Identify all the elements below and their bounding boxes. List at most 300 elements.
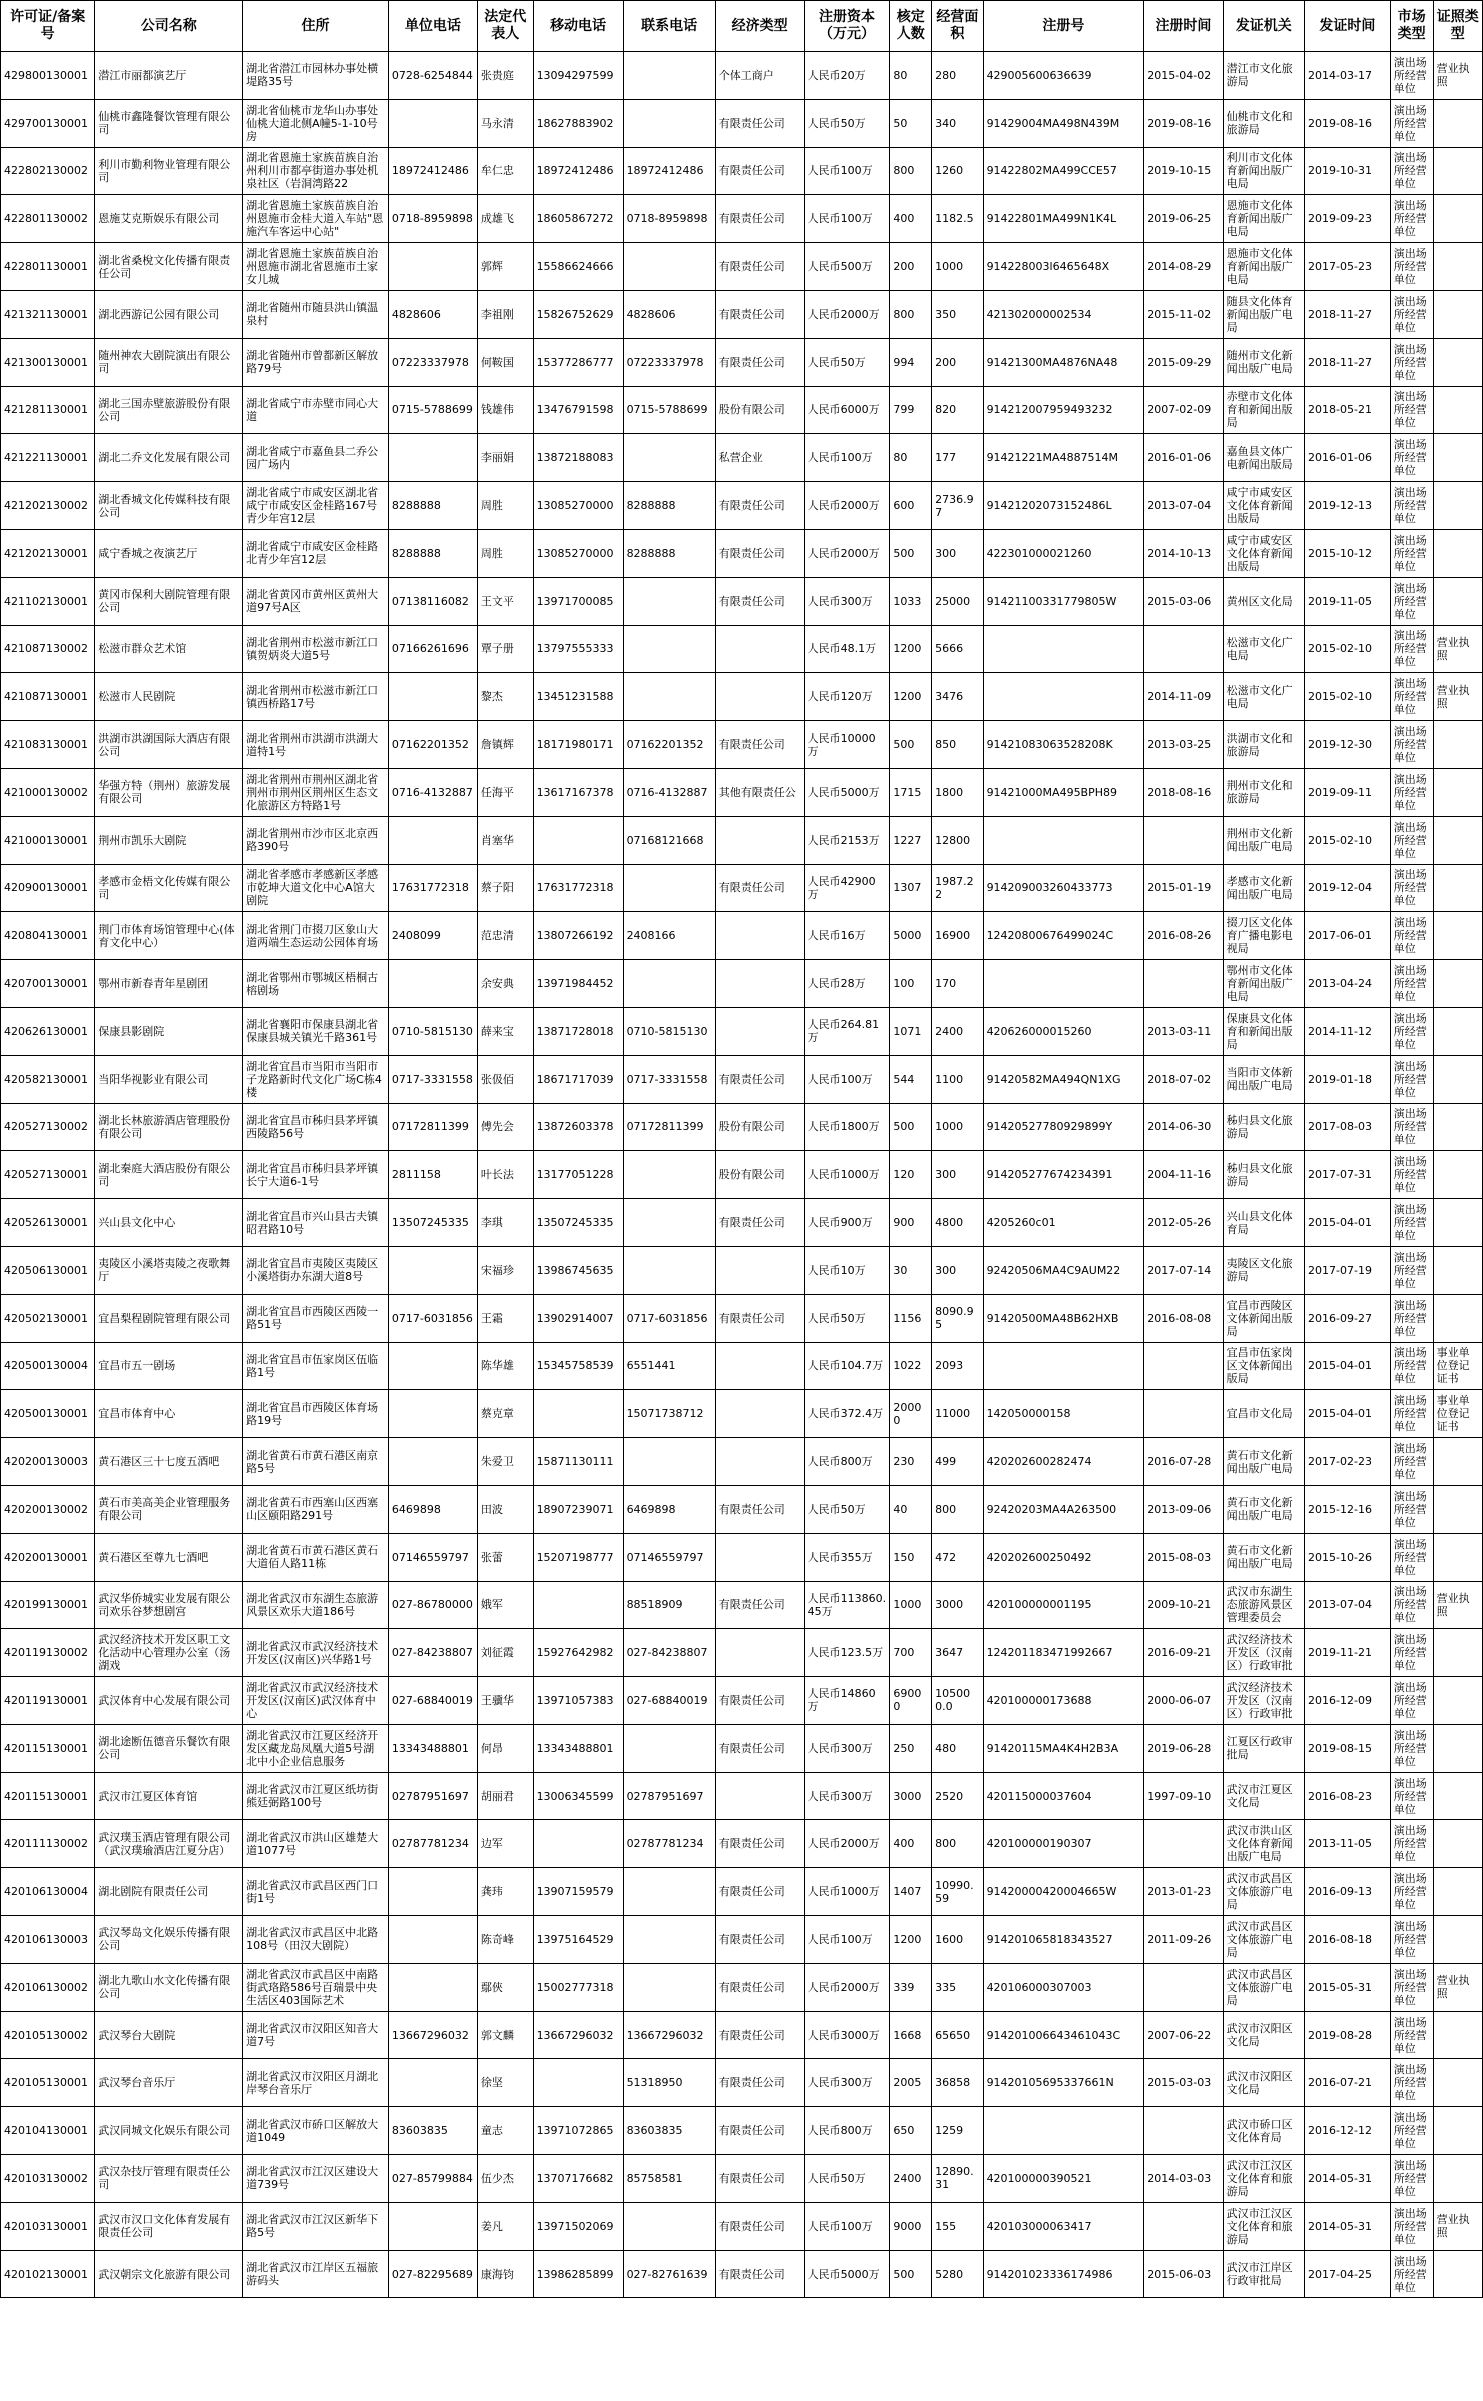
cell-license-type (1433, 1629, 1482, 1677)
cell-address: 湖北省黄石市黄石港区南京路5号 (243, 1438, 389, 1486)
cell-market-type: 演出场所经营单位 (1390, 1055, 1433, 1103)
cell-issuing-authority: 武汉市江岸区行政审批局 (1223, 2250, 1304, 2298)
cell-unit-phone: 0716-4132887 (388, 768, 477, 816)
cell-registration-date (1144, 1390, 1223, 1438)
table-row (1, 721, 1483, 769)
cell-registered-capital: 人民币50万 (804, 1485, 890, 1533)
cell-market-type: 演出场所经营单位 (1390, 1342, 1433, 1390)
table-row (1, 1485, 1483, 1533)
cell-company-name: 武汉市江夏区体育馆 (95, 1772, 243, 1820)
cell-registration-no: 420106000307003 (983, 1963, 1144, 2011)
cell-license-no: 421300130001 (1, 338, 95, 386)
cell-approved-capacity: 1022 (890, 1342, 932, 1390)
cell-license-no: 420526130001 (1, 1199, 95, 1247)
cell-registered-capital: 人民币104.7万 (804, 1342, 890, 1390)
cell-economic-type: 有限责任公司 (715, 1055, 804, 1103)
cell-contact-phone: 0717-3331558 (623, 1055, 715, 1103)
table-row (1, 290, 1483, 338)
cell-registered-capital: 人民币50万 (804, 338, 890, 386)
cell-license-type (1433, 577, 1482, 625)
cell-approved-capacity: 400 (890, 195, 932, 243)
cell-market-type: 演出场所经营单位 (1390, 1820, 1433, 1868)
cell-registered-capital: 人民币50万 (804, 99, 890, 147)
cell-address: 湖北省襄阳市保康县湖北省保康县城关镇光千路361号 (243, 1007, 389, 1055)
cell-economic-type: 其他有限责任公 (715, 768, 804, 816)
cell-legal-rep: 覃子册 (477, 625, 533, 673)
cell-address: 湖北省咸宁市咸安区金桂路北青少年宫12层 (243, 529, 389, 577)
cell-license-type (1433, 1772, 1482, 1820)
cell-license-type (1433, 912, 1482, 960)
cell-mobile-phone: 13971700085 (533, 577, 623, 625)
cell-address: 湖北省宜昌市秭归县茅坪镇西陵路56号 (243, 1103, 389, 1151)
cell-license-no: 420103130002 (1, 2155, 95, 2203)
cell-economic-type: 有限责任公司 (715, 2250, 804, 2298)
cell-mobile-phone: 13971057383 (533, 1677, 623, 1725)
cell-address: 湖北省恩施土家族苗族自治州恩施市湖北省恩施市土家女儿城 (243, 243, 389, 291)
cell-approved-capacity: 80 (890, 434, 932, 482)
cell-registered-capital: 人民币2000万 (804, 1820, 890, 1868)
cell-address: 湖北省宜昌市兴山县古夫镇昭君路10号 (243, 1199, 389, 1247)
cell-mobile-phone: 18605867272 (533, 195, 623, 243)
cell-address: 湖北省武汉市江夏区纸坊街熊廷弼路100号 (243, 1772, 389, 1820)
cell-unit-phone: 07162201352 (388, 721, 477, 769)
cell-economic-type: 有限责任公司 (715, 2059, 804, 2107)
cell-license-no: 420115130001 (1, 1772, 95, 1820)
cell-registration-date: 2014-06-30 (1144, 1103, 1223, 1151)
cell-unit-phone: 02787951697 (388, 1772, 477, 1820)
cell-unit-phone: 0717-3331558 (388, 1055, 477, 1103)
cell-company-name: 松滋市人民剧院 (95, 673, 243, 721)
cell-registration-date: 1997-09-10 (1144, 1772, 1223, 1820)
cell-approved-capacity: 250 (890, 1724, 932, 1772)
cell-address: 湖北省武汉市武昌区西门口街1号 (243, 1868, 389, 1916)
cell-mobile-phone: 13177051228 (533, 1151, 623, 1199)
cell-registration-date: 2000-06-07 (1144, 1677, 1223, 1725)
cell-issue-date: 2019-09-11 (1305, 768, 1391, 816)
cell-registration-date: 2011-09-26 (1144, 1916, 1223, 1964)
cell-business-area: 472 (932, 1533, 983, 1581)
cell-legal-rep: 郭辉 (477, 243, 533, 291)
cell-license-no: 420105130001 (1, 2059, 95, 2107)
cell-unit-phone (388, 1868, 477, 1916)
cell-license-no: 420105130002 (1, 2011, 95, 2059)
cell-issuing-authority: 咸宁市咸安区文化体育新闻出版局 (1223, 482, 1304, 530)
cell-market-type: 演出场所经营单位 (1390, 147, 1433, 195)
cell-registration-date: 2015-04-02 (1144, 52, 1223, 100)
cell-market-type: 演出场所经营单位 (1390, 1533, 1433, 1581)
cell-license-no: 422801130002 (1, 195, 95, 243)
cell-address: 湖北省武汉市东湖生态旅游风景区欢乐大道186号 (243, 1581, 389, 1629)
cell-registered-capital: 人民币123.5万 (804, 1629, 890, 1677)
cell-registration-date: 2014-11-09 (1144, 673, 1223, 721)
cell-license-no: 421083130001 (1, 721, 95, 769)
cell-business-area: 2736.97 (932, 482, 983, 530)
cell-issuing-authority: 恩施市文化体育新闻出版广电局 (1223, 243, 1304, 291)
cell-contact-phone: 13667296032 (623, 2011, 715, 2059)
cell-approved-capacity: 1033 (890, 577, 932, 625)
table-row (1, 243, 1483, 291)
table-row (1, 482, 1483, 530)
cell-license-type (1433, 2059, 1482, 2107)
cell-unit-phone (388, 434, 477, 482)
cell-license-type: 营业执照 (1433, 2202, 1482, 2250)
cell-address: 湖北省恩施土家族苗族自治州利川市都亭街道办事处机泉社区（岩洞湾路22 (243, 147, 389, 195)
cell-registration-no (983, 816, 1144, 864)
cell-unit-phone: 8288888 (388, 482, 477, 530)
cell-registration-no: 91420100664346104​3C (983, 2011, 1144, 2059)
cell-license-no: 422802130002 (1, 147, 95, 195)
cell-business-area: 1260 (932, 147, 983, 195)
cell-address: 湖北省武汉市武汉经济技术开发区(汉南区)兴华路1号 (243, 1629, 389, 1677)
table-row (1, 960, 1483, 1008)
cell-contact-phone: 0716-4132887 (623, 768, 715, 816)
cell-contact-phone: 07172811399 (623, 1103, 715, 1151)
cell-license-no: 420700130001 (1, 960, 95, 1008)
cell-contact-phone: 07162201352 (623, 721, 715, 769)
cell-registration-date: 2016-09-21 (1144, 1629, 1223, 1677)
cell-license-no: 420115130001 (1, 1724, 95, 1772)
cell-contact-phone: 0710-5815130 (623, 1007, 715, 1055)
cell-company-name: 当阳华视影业有限公司 (95, 1055, 243, 1103)
cell-address: 湖北省武汉市江汉区新华下路5号 (243, 2202, 389, 2250)
cell-address: 湖北省武汉市江夏区经济开发区藏龙岛凤凰大道5号湖北中小企业信息服务 (243, 1724, 389, 1772)
cell-registration-date: 2016-07-28 (1144, 1438, 1223, 1486)
cell-business-area: 1800 (932, 768, 983, 816)
cell-legal-rep: 伍少杰 (477, 2155, 533, 2203)
cell-registered-capital: 人民币800万 (804, 1438, 890, 1486)
cell-license-type (1433, 529, 1482, 577)
cell-registered-capital: 人民币5000万 (804, 768, 890, 816)
column-header-business-area: 经营面积 (932, 1, 983, 52)
cell-mobile-phone: 13872188083 (533, 434, 623, 482)
cell-contact-phone (623, 1963, 715, 2011)
cell-unit-phone (388, 2059, 477, 2107)
cell-registration-date: 2016-08-26 (1144, 912, 1223, 960)
table-row (1, 1581, 1483, 1629)
cell-market-type: 演出场所经营单位 (1390, 1963, 1433, 2011)
cell-issue-date: 2013-07-04 (1305, 1581, 1391, 1629)
cell-company-name: 武汉市汉口文化体育发展有限责任公司 (95, 2202, 243, 2250)
cell-issuing-authority: 武汉市汉阳区文化局 (1223, 2059, 1304, 2107)
cell-license-no: 420106130004 (1, 1868, 95, 1916)
cell-registered-capital: 人民币120万 (804, 673, 890, 721)
cell-company-name: 湖北剧院有限责任公司 (95, 1868, 243, 1916)
cell-economic-type: 有限责任公司 (715, 99, 804, 147)
cell-legal-rep: 刘征霞 (477, 1629, 533, 1677)
cell-legal-rep: 娥军 (477, 1581, 533, 1629)
cell-approved-capacity: 500 (890, 2250, 932, 2298)
cell-issue-date: 2015-04-01 (1305, 1390, 1391, 1438)
cell-company-name: 湖北途断伍德音乐餐饮有限公司 (95, 1724, 243, 1772)
table-row (1, 1294, 1483, 1342)
cell-legal-rep: 周胜 (477, 482, 533, 530)
cell-license-no: 420582130001 (1, 1055, 95, 1103)
cell-business-area: 300 (932, 1246, 983, 1294)
cell-address: 湖北省武汉市江岸区五福旅游码头 (243, 2250, 389, 2298)
cell-registered-capital: 人民币5000万 (804, 2250, 890, 2298)
cell-license-no: 420200130001 (1, 1533, 95, 1581)
cell-approved-capacity: 1156 (890, 1294, 932, 1342)
column-header-license-no: 许可证/备案号 (1, 1, 95, 52)
cell-unit-phone: 83603835 (388, 2107, 477, 2155)
cell-registration-no: 91421202073152486L (983, 482, 1144, 530)
table-row (1, 673, 1483, 721)
cell-legal-rep: 钱雄伟 (477, 386, 533, 434)
cell-issue-date: 2016-01-06 (1305, 434, 1391, 482)
cell-issuing-authority: 武汉市洪山区文化体育新闻出版广电局 (1223, 1820, 1304, 1868)
cell-registered-capital: 人民币14860万 (804, 1677, 890, 1725)
table-header (1, 1, 1483, 52)
cell-registration-date (1144, 625, 1223, 673)
cell-issue-date: 2017-06-01 (1305, 912, 1391, 960)
cell-legal-rep: 胡丽君 (477, 1772, 533, 1820)
cell-registration-date (1144, 960, 1223, 1008)
cell-mobile-phone: 13907159579 (533, 1868, 623, 1916)
cell-license-type (1433, 1103, 1482, 1151)
cell-approved-capacity: 50 (890, 99, 932, 147)
cell-market-type: 演出场所经营单位 (1390, 960, 1433, 1008)
cell-unit-phone: 027-86780000 (388, 1581, 477, 1629)
cell-registration-no: 12420800676499024C (983, 912, 1144, 960)
cell-registered-capital: 人民币1000万 (804, 1151, 890, 1199)
cell-registration-date: 2019-08-16 (1144, 99, 1223, 147)
cell-registration-no: 91420105695337661N (983, 2059, 1144, 2107)
cell-economic-type: 有限责任公司 (715, 721, 804, 769)
cell-company-name: 武汉杂技厅管理有限责任公司 (95, 2155, 243, 2203)
cell-license-type (1433, 386, 1482, 434)
cell-business-area: 800 (932, 1485, 983, 1533)
cell-issuing-authority: 利川市文化体育新闻出版广电局 (1223, 147, 1304, 195)
cell-company-name: 武汉同城文化娱乐有限公司 (95, 2107, 243, 2155)
cell-contact-phone: 51318950 (623, 2059, 715, 2107)
column-header-contact-phone: 联系电话 (623, 1, 715, 52)
cell-registration-no: 420100000173688 (983, 1677, 1144, 1725)
cell-legal-rep: 张贵庭 (477, 52, 533, 100)
cell-approved-capacity: 9000 (890, 2202, 932, 2250)
cell-business-area: 335 (932, 1963, 983, 2011)
cell-license-type (1433, 2155, 1482, 2203)
cell-economic-type (715, 1438, 804, 1486)
cell-registration-date: 2019-06-28 (1144, 1724, 1223, 1772)
cell-contact-phone: 2408166 (623, 912, 715, 960)
table-row (1, 338, 1483, 386)
cell-registered-capital: 人民币500万 (804, 243, 890, 291)
cell-approved-capacity: 40 (890, 1485, 932, 1533)
cell-approved-capacity: 500 (890, 721, 932, 769)
cell-mobile-phone (533, 1390, 623, 1438)
cell-registration-no (983, 960, 1144, 1008)
column-header-company-name: 公司名称 (95, 1, 243, 52)
cell-contact-phone: 8288888 (623, 529, 715, 577)
cell-license-type (1433, 721, 1482, 769)
cell-economic-type (715, 1390, 804, 1438)
cell-unit-phone (388, 1963, 477, 2011)
cell-market-type: 演出场所经营单位 (1390, 864, 1433, 912)
column-header-unit-phone: 单位电话 (388, 1, 477, 52)
cell-mobile-phone: 13986745635 (533, 1246, 623, 1294)
cell-address: 湖北省荆州市松滋市新江口镇西桥路17号 (243, 673, 389, 721)
cell-approved-capacity: 1668 (890, 2011, 932, 2059)
cell-license-type: 营业执照 (1433, 1963, 1482, 2011)
cell-market-type: 演出场所经营单位 (1390, 195, 1433, 243)
cell-economic-type: 有限责任公司 (715, 1916, 804, 1964)
cell-registration-date: 2004-11-16 (1144, 1151, 1223, 1199)
cell-license-no: 422801130001 (1, 243, 95, 291)
cell-registration-no: 92420506MA4C9AUM22 (983, 1246, 1144, 1294)
cell-contact-phone: 15071738712 (623, 1390, 715, 1438)
cell-contact-phone (623, 673, 715, 721)
cell-mobile-phone: 13971502069 (533, 2202, 623, 2250)
cell-license-type: 营业执照 (1433, 673, 1482, 721)
cell-address: 湖北省宜昌市西陵区体育场路19号 (243, 1390, 389, 1438)
cell-issuing-authority: 赤壁市文化体育和新闻出版局 (1223, 386, 1304, 434)
cell-address: 湖北省宜昌市秭归县茅坪镇长宁大道6-1号 (243, 1151, 389, 1199)
cell-economic-type (715, 960, 804, 1008)
cell-company-name: 湖北长林旅游酒店管理股份有限公司 (95, 1103, 243, 1151)
cell-registered-capital: 人民币100万 (804, 434, 890, 482)
cell-economic-type: 有限责任公司 (715, 1581, 804, 1629)
column-header-market-type: 市场类型 (1390, 1, 1433, 52)
cell-registration-no (983, 673, 1144, 721)
cell-issue-date: 2018-11-27 (1305, 290, 1391, 338)
cell-business-area: 499 (932, 1438, 983, 1486)
cell-license-no: 420106130003 (1, 1916, 95, 1964)
cell-contact-phone: 027-68840019 (623, 1677, 715, 1725)
cell-issuing-authority: 武汉市江汉区文化体育和旅游局 (1223, 2155, 1304, 2203)
cell-issue-date: 2016-12-09 (1305, 1677, 1391, 1725)
cell-business-area: 3000 (932, 1581, 983, 1629)
cell-contact-phone: 88518909 (623, 1581, 715, 1629)
cell-registered-capital: 人民币113860.45万 (804, 1581, 890, 1629)
cell-registration-date (1144, 1342, 1223, 1390)
cell-contact-phone (623, 625, 715, 673)
cell-company-name: 武汉琴台音乐厅 (95, 2059, 243, 2107)
cell-economic-type (715, 912, 804, 960)
cell-contact-phone: 02787781234 (623, 1820, 715, 1868)
cell-market-type: 演出场所经营单位 (1390, 1916, 1433, 1964)
cell-unit-phone: 07138116082 (388, 577, 477, 625)
cell-company-name: 洪湖市洪湖国际大酒店有限公司 (95, 721, 243, 769)
cell-license-type (1433, 864, 1482, 912)
cell-mobile-phone: 13871728018 (533, 1007, 623, 1055)
cell-address: 湖北省随州市随县洪山镇温泉村 (243, 290, 389, 338)
cell-contact-phone: 07223337978 (623, 338, 715, 386)
cell-business-area: 36858 (932, 2059, 983, 2107)
table-row (1, 1390, 1483, 1438)
cell-license-no: 420119130002 (1, 1629, 95, 1677)
cell-contact-phone: 0717-6031856 (623, 1294, 715, 1342)
cell-registration-no: 420115000037604 (983, 1772, 1144, 1820)
cell-market-type: 演出场所经营单位 (1390, 2059, 1433, 2107)
cell-business-area: 800 (932, 1820, 983, 1868)
cell-company-name: 武汉经济技术开发区职工文化活动中心管理办公室（汤湖戏 (95, 1629, 243, 1677)
cell-issue-date: 2017-02-23 (1305, 1438, 1391, 1486)
cell-legal-rep: 童志 (477, 2107, 533, 2155)
cell-license-no: 420527130002 (1, 1103, 95, 1151)
cell-mobile-phone: 18907239071 (533, 1485, 623, 1533)
cell-issuing-authority: 随州市文化新闻出版广电局 (1223, 338, 1304, 386)
cell-registration-date: 2013-01-23 (1144, 1868, 1223, 1916)
cell-market-type: 演出场所经营单位 (1390, 290, 1433, 338)
cell-issuing-authority: 武汉市江汉区文化体育和旅游局 (1223, 2202, 1304, 2250)
cell-registered-capital: 人民币100万 (804, 2202, 890, 2250)
cell-license-no: 420200130003 (1, 1438, 95, 1486)
table-row (1, 1055, 1483, 1103)
cell-registration-no: 91421000MA495BPH89 (983, 768, 1144, 816)
cell-approved-capacity: 2005 (890, 2059, 932, 2107)
cell-unit-phone: 02787781234 (388, 1820, 477, 1868)
cell-market-type: 演出场所经营单位 (1390, 2155, 1433, 2203)
cell-business-area: 5666 (932, 625, 983, 673)
cell-unit-phone (388, 1342, 477, 1390)
table-row (1, 386, 1483, 434)
cell-license-type: 事业单位登记证书 (1433, 1390, 1482, 1438)
cell-contact-phone: 02787951697 (623, 1772, 715, 1820)
cell-unit-phone (388, 99, 477, 147)
cell-economic-type: 股份有限公司 (715, 1151, 804, 1199)
table-row (1, 1868, 1483, 1916)
cell-issue-date: 2015-05-31 (1305, 1963, 1391, 2011)
cell-registration-date: 2015-03-03 (1144, 2059, 1223, 2107)
cell-company-name: 潜江市丽都演艺厅 (95, 52, 243, 100)
cell-issuing-authority: 黄州区文化局 (1223, 577, 1304, 625)
cell-issuing-authority: 仙桃市文化和旅游局 (1223, 99, 1304, 147)
cell-legal-rep: 姜凡 (477, 2202, 533, 2250)
cell-license-no: 420506130001 (1, 1246, 95, 1294)
cell-unit-phone: 07223337978 (388, 338, 477, 386)
cell-license-no: 420626130001 (1, 1007, 95, 1055)
cell-market-type: 演出场所经营单位 (1390, 673, 1433, 721)
cell-economic-type: 有限责任公司 (715, 864, 804, 912)
cell-business-area: 2093 (932, 1342, 983, 1390)
cell-company-name: 兴山县文化中心 (95, 1199, 243, 1247)
cell-registration-date: 2016-01-06 (1144, 434, 1223, 482)
cell-mobile-phone: 13797555333 (533, 625, 623, 673)
cell-issuing-authority: 咸宁市咸安区文化体育新闻出版局 (1223, 529, 1304, 577)
table-row (1, 1916, 1483, 1964)
cell-registration-date (1144, 816, 1223, 864)
cell-registration-date: 2016-08-08 (1144, 1294, 1223, 1342)
cell-mobile-phone: 13617167378 (533, 768, 623, 816)
cell-registration-date: 2018-07-02 (1144, 1055, 1223, 1103)
cell-market-type: 演出场所经营单位 (1390, 2011, 1433, 2059)
cell-license-type (1433, 1677, 1482, 1725)
cell-legal-rep: 马永清 (477, 99, 533, 147)
cell-business-area: 1182.5 (932, 195, 983, 243)
cell-legal-rep: 叶长法 (477, 1151, 533, 1199)
cell-approved-capacity: 80 (890, 52, 932, 100)
cell-issue-date: 2017-08-03 (1305, 1103, 1391, 1151)
cell-unit-phone: 0710-5815130 (388, 1007, 477, 1055)
cell-registration-no: 91421200795949323​2 (983, 386, 1144, 434)
cell-company-name: 湖北九歌山水文化传播有限公司 (95, 1963, 243, 2011)
cell-address: 湖北省孝感市孝感新区孝感市乾坤大道文化中心A馆大剧院 (243, 864, 389, 912)
cell-issue-date: 2017-07-19 (1305, 1246, 1391, 1294)
cell-license-type (1433, 243, 1482, 291)
cell-registration-no: 142050000158 (983, 1390, 1144, 1438)
cell-legal-rep: 黎杰 (477, 673, 533, 721)
cell-legal-rep: 蔡子阳 (477, 864, 533, 912)
cell-address: 湖北省荆州市沙市区北京西路390号 (243, 816, 389, 864)
cell-company-name: 武汉璞玉酒店管理有限公司（武汉璞瑜酒店江夏分店） (95, 1820, 243, 1868)
cell-economic-type (715, 816, 804, 864)
cell-market-type: 演出场所经营单位 (1390, 1724, 1433, 1772)
cell-company-name: 湖北二乔文化发展有限公司 (95, 434, 243, 482)
cell-registration-date: 2013-07-04 (1144, 482, 1223, 530)
cell-economic-type: 有限责任公司 (715, 482, 804, 530)
cell-registration-date: 2014-03-03 (1144, 2155, 1223, 2203)
cell-company-name: 松滋市群众艺术馆 (95, 625, 243, 673)
